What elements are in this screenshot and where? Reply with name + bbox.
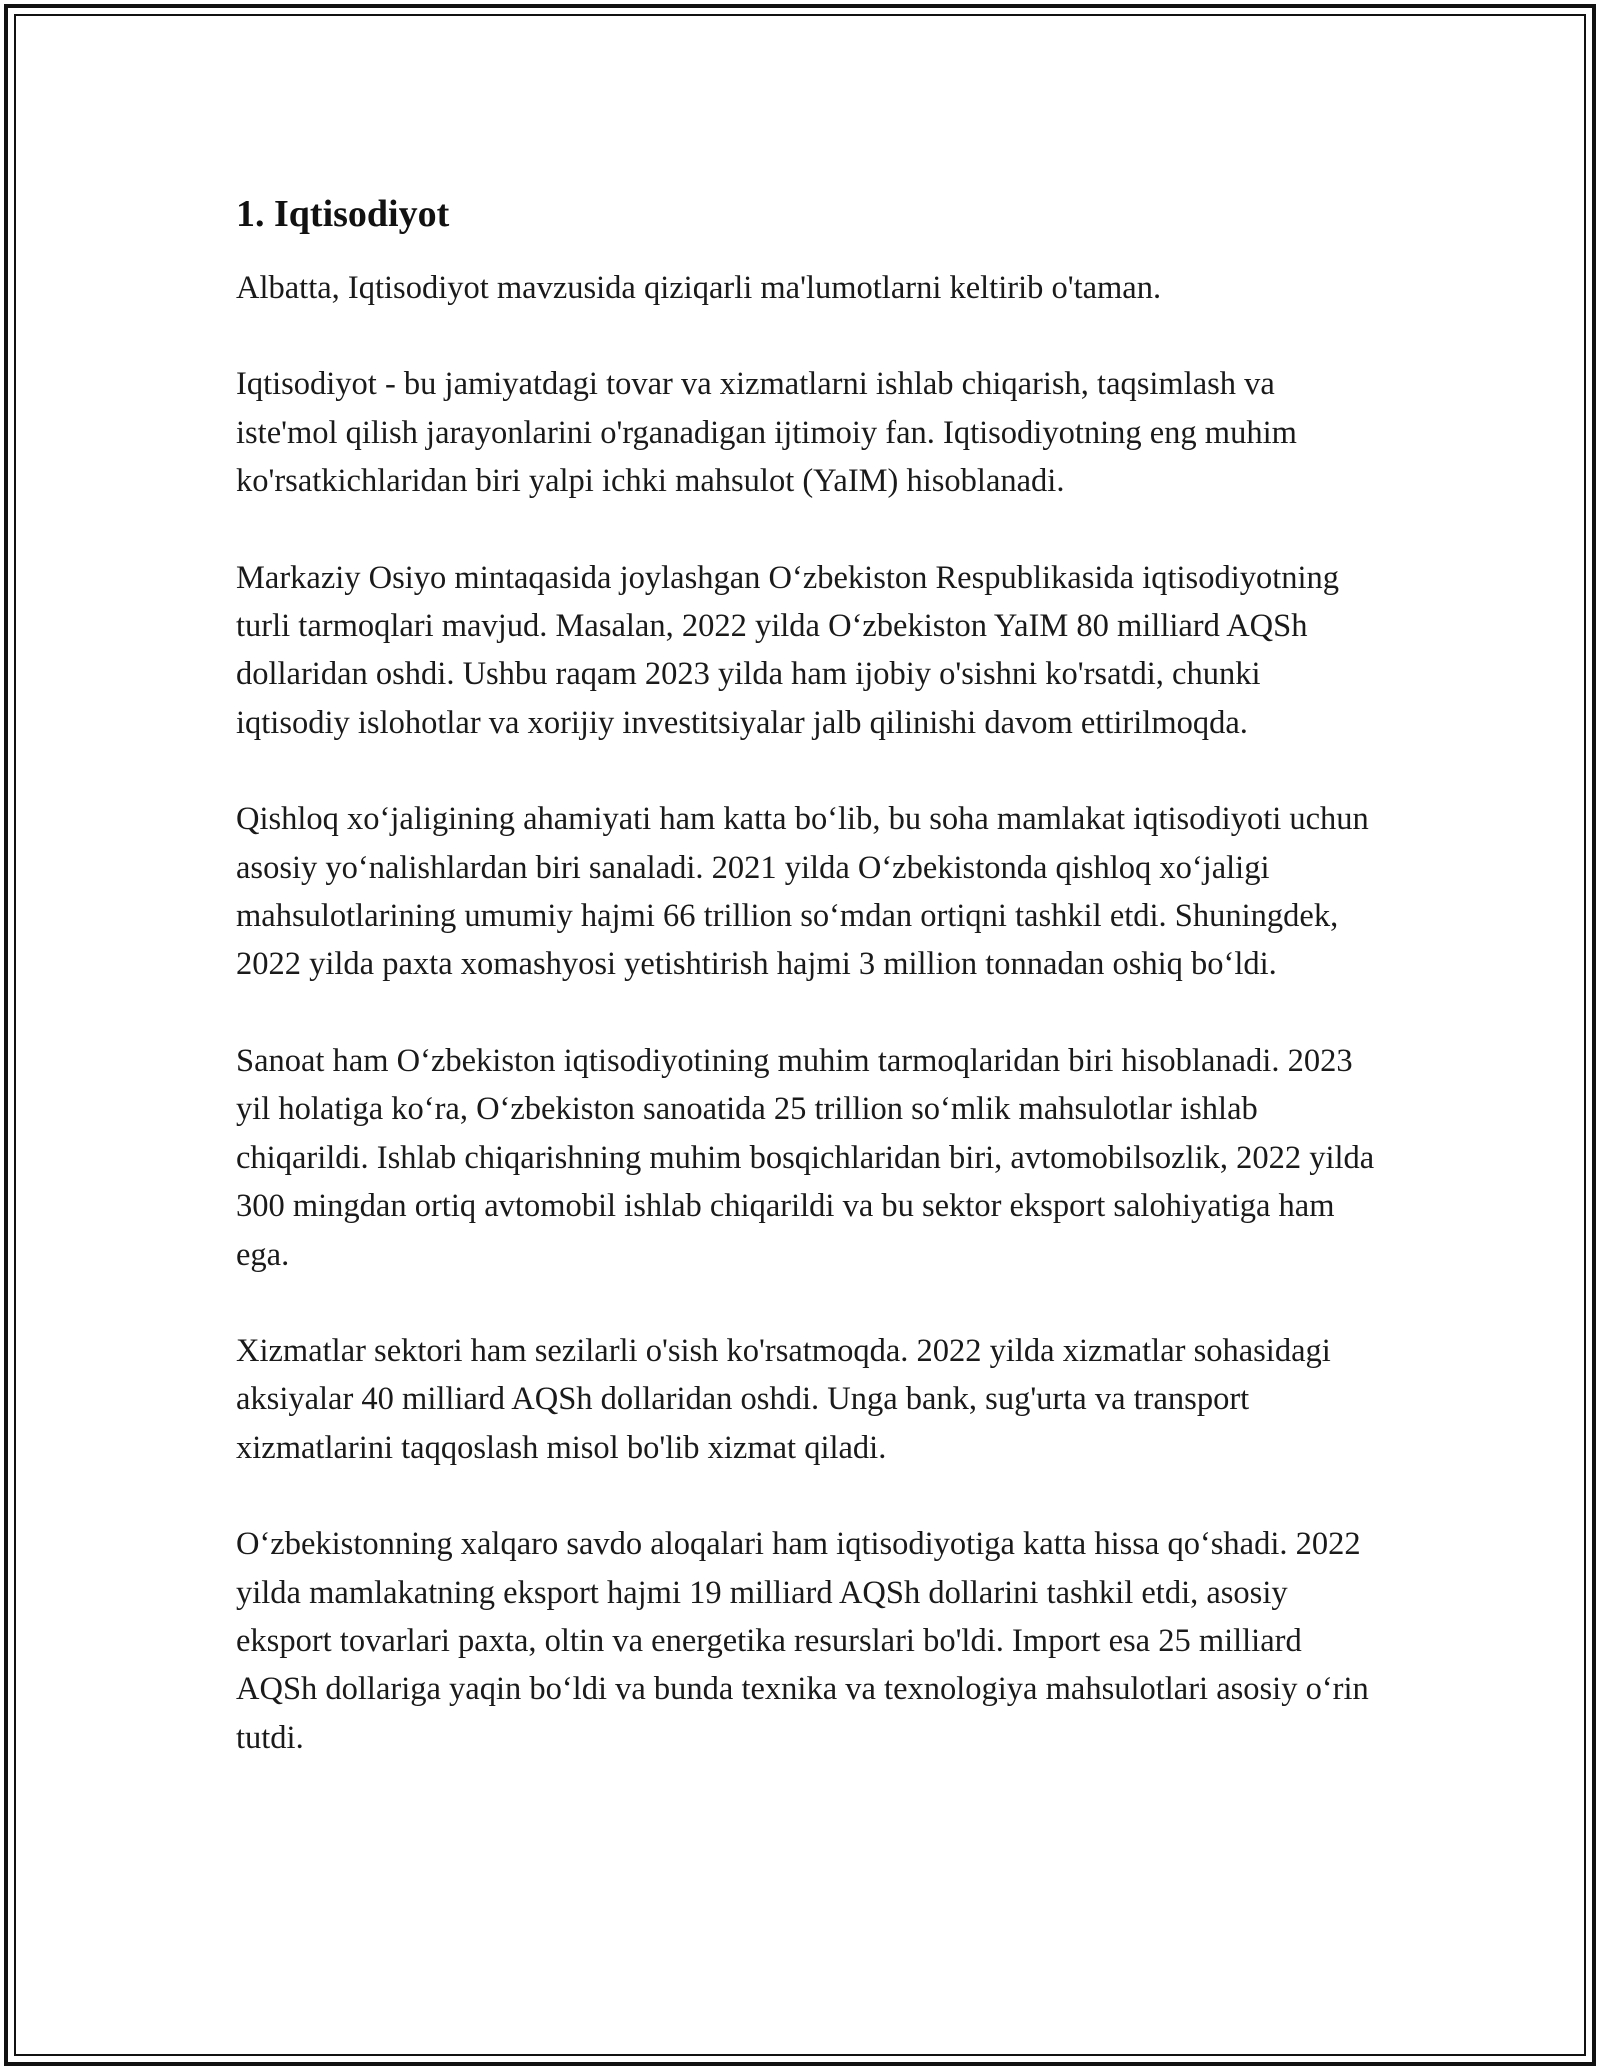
section-heading: 1. Iqtisodiyot [236,193,450,235]
paragraph-intro: Albatta, Iqtisodiyot mavzusida qiziqarli ma'lumotlarni keltirib o'taman. [236,270,1162,306]
paragraph-services: Xizmatlar sektori ham sezilarli o'sish ko'rsatmoqda. 2022 yilda xizmatlar sohasidagi aksiyalar 40 milliard AQSh dollaridan oshdi. Unga bank, sug'urta va transport xizmatlarini taqqoslash misol bo'lib xizmat qiladi. [236,1332,1331,1466]
paragraph-industry: Sanoat ham O‘zbekiston iqtisodiyotining muhim tarmoqlaridan biri hisoblanadi. 2023 yil holatiga ko‘ra, O‘zbekiston sanoatida 25 trillion so‘mlik mahsulotlar ishlab chiqarildi. Ishlab chiqarishning muhim bosqichlaridan biri, avtomobilsozlik, 2022 yilda 300 mingdan ortiq avtomobil ishlab chiqarildi va bu sektor eksport salohiyatiga ham ega. [236,1042,1375,1273]
paragraph-definition: Iqtisodiyot - bu jamiyatdagi tovar va xizmatlarni ishlab chiqarish, taqsimlash va iste'mol qilish jarayonlarini o'rganadigan ijtimoiy fan. Iqtisodiyotning eng muhim ko'rsatkichlaridan biri yalpi ichki mahsulot (YaIM) hisoblanadi. [236,366,1297,500]
document-body [236,186,1376,1810]
paragraph-gdp: Markaziy Osiyo mintaqasida joylashgan O‘zbekiston Respublikasida iqtisodiyotning turli tarmoqlari mavjud. Masalan, 2022 yilda O‘zbekiston YaIM 80 milliard AQSh dollaridan oshdi. Ushbu raqam 2023 yilda ham ijobiy o'sishni ko'rsatdi, chunki iqtisodiy islohotlar va xorijiy investitsiyalar jalb qilinishi davom ettirilmoqda. [236,559,1340,741]
paragraph-agriculture: Qishloq xo‘jaligining ahamiyati ham katta bo‘lib, bu soha mamlakat iqtisodiyoti uchun asosiy yo‘nalishlardan biri sanaladi. 2021 yilda O‘zbekistonda qishloq xo‘jaligi mahsulotlarining umumiy hajmi 66 trillion so‘mdan ortiqni tashkil etdi. Shuningdek, 2022 yilda paxta xomashyosi yetishtirish hajmi 3 million tonnadan oshiq bo‘ldi. [236,801,1369,983]
paragraph-trade: O‘zbekistonning xalqaro savdo aloqalari ham iqtisodiyotiga katta hissa qo‘shadi. 2022 yilda mamlakatning eksport hajmi 19 milliard AQSh dollarini tashkil etdi, asosiy eksport tovarlari paxta, oltin va energetika resurslari bo'ldi. Import esa 25 milliard AQSh dollariga yaqin bo‘ldi va bunda texnika va texnologiya mahsulotlari asosiy o‘rin tutdi. [236,1526,1369,1756]
